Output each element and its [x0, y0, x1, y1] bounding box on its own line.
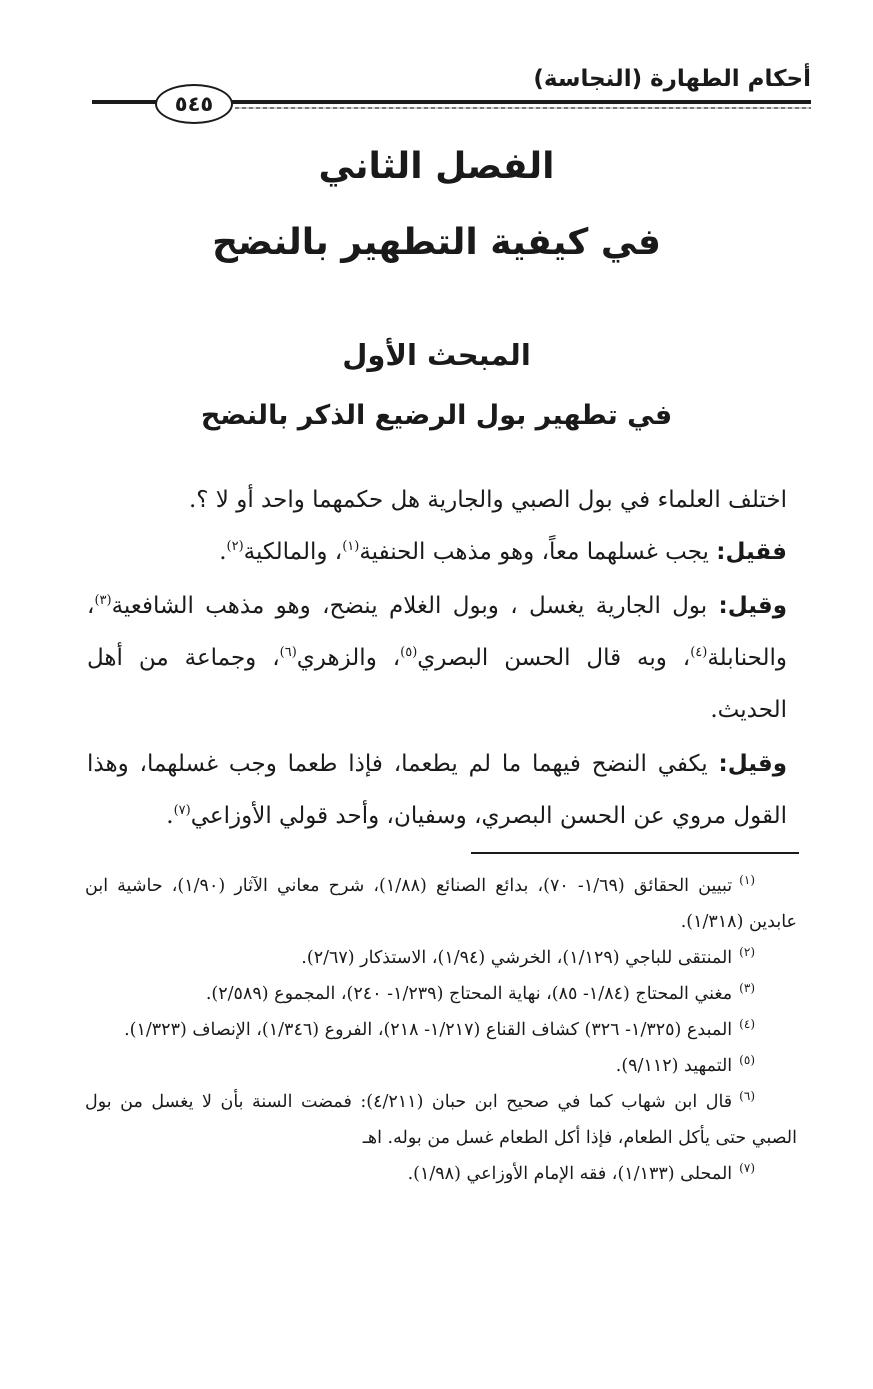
footnote-text: المبدع (١/٣٢٥- ٣٢٦) كشاف القناع (١/٢١٧- ٢١٨)، الفروع (١/٣٤٦)، الإنصاف (١/٣٢٣).	[124, 1020, 733, 1040]
footnote	[85, 1084, 797, 1156]
paragraph-text: ، وجماعة من أهل الحديث.	[87, 645, 787, 723]
paragraph-opinion-3	[87, 738, 787, 842]
opinion-lead: وقيل:	[718, 751, 787, 777]
footnotes	[85, 868, 797, 1192]
running-title: أحكام الطهارة (النجاسة)	[533, 66, 811, 92]
paragraph-text: ، والحنابلة	[87, 593, 787, 671]
footnote-mark: (٢)	[739, 945, 755, 959]
footnote-ref[interactable]: (٣)	[94, 593, 112, 608]
footnote-text: تبيين الحقائق (١/٦٩- ٧٠)، بدائع الصنائع (١/٨٨)، شرح معاني الآثار (١/٩٠)، حاشية ابن عابدين (١/٣١٨).	[85, 876, 797, 932]
paragraph-text: ، وبه قال الحسن البصري	[417, 645, 691, 671]
paragraph-text: ، والمالكية	[243, 539, 343, 565]
footnote-text: قال ابن شهاب كما في صحيح ابن حبان (٤/٢١١): فمضت السنة بأن لا يغسل من بول الصبي حتى يأكل الطعام، فإذا أكل الطعام غسل من بوله. اهـ	[85, 1092, 797, 1148]
footnote-ref[interactable]: (٥)	[400, 645, 418, 660]
chapter-subtitle: في كيفية التطهير بالنضح	[212, 222, 661, 263]
paragraph-intro	[87, 474, 787, 526]
footnote-text: المنتقى للباجي (١/١٢٩)، الخرشي (١/٩٤)، الاستذكار (٢/٦٧).	[301, 948, 733, 968]
footnote-separator	[471, 852, 799, 854]
footnote	[85, 976, 797, 1012]
footnote-ref[interactable]: (٧)	[173, 803, 191, 818]
footnote-ref[interactable]: (٦)	[279, 645, 297, 660]
section-title: المبحث الأول	[342, 338, 531, 372]
footnote	[85, 1012, 797, 1048]
opinion-lead: وقيل:	[718, 593, 787, 619]
footnote-mark: (٦)	[739, 1089, 755, 1103]
paragraph-text: اختلف العلماء في بول الصبي والجارية هل حكمهما واحد أو لا ؟.	[188, 487, 787, 513]
paragraph-text: بول الجارية يغسل ، وبول الغلام ينضح، وهو مذهب الشافعية	[111, 593, 719, 619]
footnote-text: المحلى (١/١٣٣)، فقه الإمام الأوزاعي (١/٩٨).	[407, 1164, 733, 1184]
footnote-ref[interactable]: (٤)	[690, 645, 708, 660]
paragraph-text: ، والزهري	[296, 645, 401, 671]
paragraph-opinion-2	[87, 580, 787, 736]
footnote-mark: (٧)	[739, 1161, 755, 1175]
footnote-mark: (١)	[739, 873, 755, 887]
footnote-text: مغني المحتاج (١/٨٤- ٨٥)، نهاية المحتاج (١/٢٣٩- ٢٤٠)، المجموع (٢/٥٨٩).	[205, 984, 733, 1004]
footnote-ref[interactable]: (١)	[342, 539, 360, 554]
header-rule-decorative	[235, 107, 811, 109]
footnote-mark: (٣)	[739, 981, 755, 995]
paragraph-text: .	[166, 803, 174, 829]
footnote-mark: (٥)	[739, 1053, 755, 1067]
footnote	[85, 868, 797, 940]
section-subtitle: في تطهير بول الرضيع الذكر بالنضح	[200, 400, 673, 431]
footnote	[85, 940, 797, 976]
page-number: ٥٤٥	[174, 91, 214, 116]
body-text	[87, 474, 787, 842]
footnote-mark: (٤)	[739, 1017, 755, 1031]
paragraph-text: يجب غسلهما معاً، وهو مذهب الحنفية	[359, 539, 717, 565]
footnote	[85, 1156, 797, 1192]
footnote-text: التمهيد (٩/١١٢).	[615, 1056, 733, 1076]
page-number-oval	[155, 84, 233, 124]
opinion-lead: فقيل:	[716, 539, 787, 565]
paragraph-text: .	[219, 539, 227, 565]
chapter-title: الفصل الثاني	[318, 146, 555, 187]
paragraph-text: يكفي النضح فيهما ما لم يطعما، فإذا طعما وجب غسلهما، وهذا القول مروي عن الحسن البصري، وسفيان، وأحد قولي الأوزاعي	[87, 751, 787, 829]
footnote	[85, 1048, 797, 1084]
paragraph-opinion-1	[87, 526, 787, 578]
footnote-ref[interactable]: (٢)	[226, 539, 244, 554]
